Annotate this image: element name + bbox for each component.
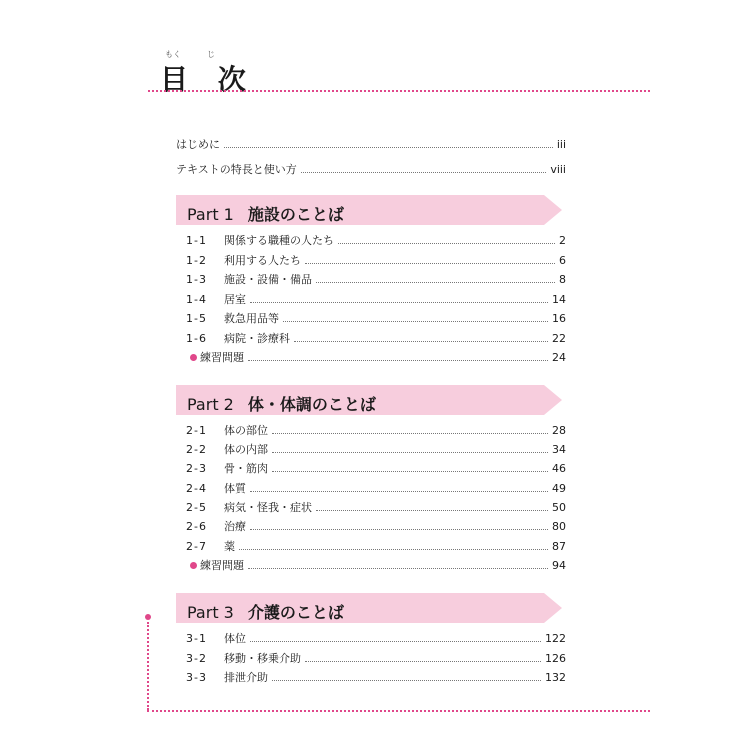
bullet-icon <box>178 351 200 364</box>
toc-row[interactable] <box>186 441 566 457</box>
section-title: 体位 <box>224 632 246 645</box>
dot-leader <box>272 680 541 681</box>
toc-row[interactable] <box>186 291 566 307</box>
section-number: 1-3 <box>186 272 207 286</box>
section-title: 体質 <box>224 482 246 495</box>
section-title: 体の内部 <box>224 443 268 456</box>
section-title: 施設・設備・備品 <box>224 273 312 286</box>
part-title: 施設のことば <box>247 205 344 224</box>
toc-row[interactable] <box>186 538 566 554</box>
page-number: 94 <box>552 558 566 572</box>
section-number: 1-2 <box>186 253 207 267</box>
part-number: Part 2 <box>187 395 234 414</box>
section-number: 2-4 <box>186 481 207 495</box>
dot-leader <box>294 341 548 342</box>
page-number: 80 <box>552 519 566 533</box>
title-ruby-moku: もく <box>165 50 181 59</box>
page-title: 目 次 <box>160 63 256 96</box>
dot-leader <box>250 491 548 492</box>
frame-dot-icon <box>145 614 151 620</box>
section-number: 1-6 <box>186 331 207 345</box>
toc-row[interactable] <box>186 518 566 534</box>
page-number: 8 <box>559 272 566 286</box>
page-number: 49 <box>552 481 566 495</box>
toc-practice-row[interactable] <box>178 557 566 573</box>
toc-row[interactable] <box>186 499 566 515</box>
section-title: 排泄介助 <box>224 671 268 684</box>
page-number: 14 <box>552 292 566 306</box>
section-number: 1-4 <box>186 292 207 306</box>
section-title: 体の部位 <box>224 424 268 437</box>
page-number: 24 <box>552 350 566 364</box>
section-number: 2-5 <box>186 500 207 514</box>
toc-row[interactable] <box>186 422 566 438</box>
title-divider <box>148 90 650 92</box>
section-title: 利用する人たち <box>224 254 301 267</box>
dot-leader <box>316 282 555 283</box>
dot-leader <box>301 172 547 173</box>
toc-row[interactable] <box>186 330 566 346</box>
section-title: 救急用品等 <box>224 312 279 325</box>
dot-leader <box>272 452 548 453</box>
page-number: 126 <box>545 651 566 665</box>
section-number: 2-7 <box>186 539 207 553</box>
dot-leader <box>305 263 555 264</box>
section-number: 2-3 <box>186 461 207 475</box>
dot-leader <box>239 549 548 550</box>
page-number: 22 <box>552 331 566 345</box>
section-number: 1-5 <box>186 311 207 325</box>
intro-title: はじめに <box>176 138 220 151</box>
page-number: 50 <box>552 500 566 514</box>
page-number: 6 <box>559 253 566 267</box>
page-number: 2 <box>559 233 566 247</box>
intro-title: テキストの特長と使い方 <box>176 163 297 176</box>
section-number: 3-3 <box>186 670 207 684</box>
toc-row[interactable] <box>186 271 566 287</box>
section-number: 2-6 <box>186 519 207 533</box>
toc-row[interactable] <box>186 669 566 685</box>
page-number: iii <box>556 137 566 151</box>
toc-row[interactable] <box>186 252 566 268</box>
dot-leader <box>272 433 548 434</box>
section-number: 3-2 <box>186 651 207 665</box>
practice-title: 練習問題 <box>200 351 244 364</box>
page-number: 87 <box>552 539 566 553</box>
page-number: 28 <box>552 423 566 437</box>
part-heading[interactable] <box>187 600 344 623</box>
dot-leader <box>248 360 548 361</box>
section-number: 3-1 <box>186 631 207 645</box>
dot-leader <box>338 243 555 244</box>
section-title: 移動・移乗介助 <box>224 652 301 665</box>
part-title: 介護のことば <box>247 603 344 622</box>
part-heading[interactable] <box>187 202 344 225</box>
page-number: viii <box>550 162 566 176</box>
part-title: 体・体調のことば <box>247 395 376 414</box>
frame-vertical-divider <box>147 622 149 710</box>
section-number: 2-1 <box>186 423 207 437</box>
section-title: 薬 <box>224 540 235 553</box>
page-number: 122 <box>545 631 566 645</box>
section-title: 骨・筋肉 <box>224 462 268 475</box>
dot-leader <box>272 471 548 472</box>
dot-leader <box>305 661 541 662</box>
dot-leader <box>316 510 548 511</box>
section-title: 治療 <box>224 520 246 533</box>
dot-leader <box>250 529 548 530</box>
bullet-icon <box>178 559 200 572</box>
title-ruby-ji: じ <box>207 50 215 59</box>
dot-leader <box>224 147 553 148</box>
dot-leader <box>283 321 548 322</box>
toc-intro-row[interactable] <box>176 161 566 177</box>
toc-row[interactable] <box>186 630 566 646</box>
section-number: 1-1 <box>186 233 207 247</box>
section-title: 病院・診療科 <box>224 332 290 345</box>
dot-leader <box>250 302 548 303</box>
page-number: 132 <box>545 670 566 684</box>
frame-bottom-divider <box>147 710 650 712</box>
section-number: 2-2 <box>186 442 207 456</box>
part-number: Part 3 <box>187 603 234 622</box>
page-number: 46 <box>552 461 566 475</box>
practice-title: 練習問題 <box>200 559 244 572</box>
part-number: Part 1 <box>187 205 234 224</box>
page-number: 34 <box>552 442 566 456</box>
toc-row[interactable] <box>186 650 566 666</box>
section-title: 病気・怪我・症状 <box>224 501 312 514</box>
part-heading[interactable] <box>187 392 376 415</box>
page-number: 16 <box>552 311 566 325</box>
dot-leader <box>250 641 541 642</box>
toc-practice-row[interactable] <box>178 349 566 365</box>
toc-row[interactable] <box>186 480 566 496</box>
toc-row[interactable] <box>186 232 566 248</box>
toc-row[interactable] <box>186 310 566 326</box>
section-title: 居室 <box>224 293 246 306</box>
toc-row[interactable] <box>186 460 566 476</box>
dot-leader <box>248 568 548 569</box>
toc-intro-row[interactable] <box>176 136 566 152</box>
section-title: 関係する職種の人たち <box>224 234 334 247</box>
